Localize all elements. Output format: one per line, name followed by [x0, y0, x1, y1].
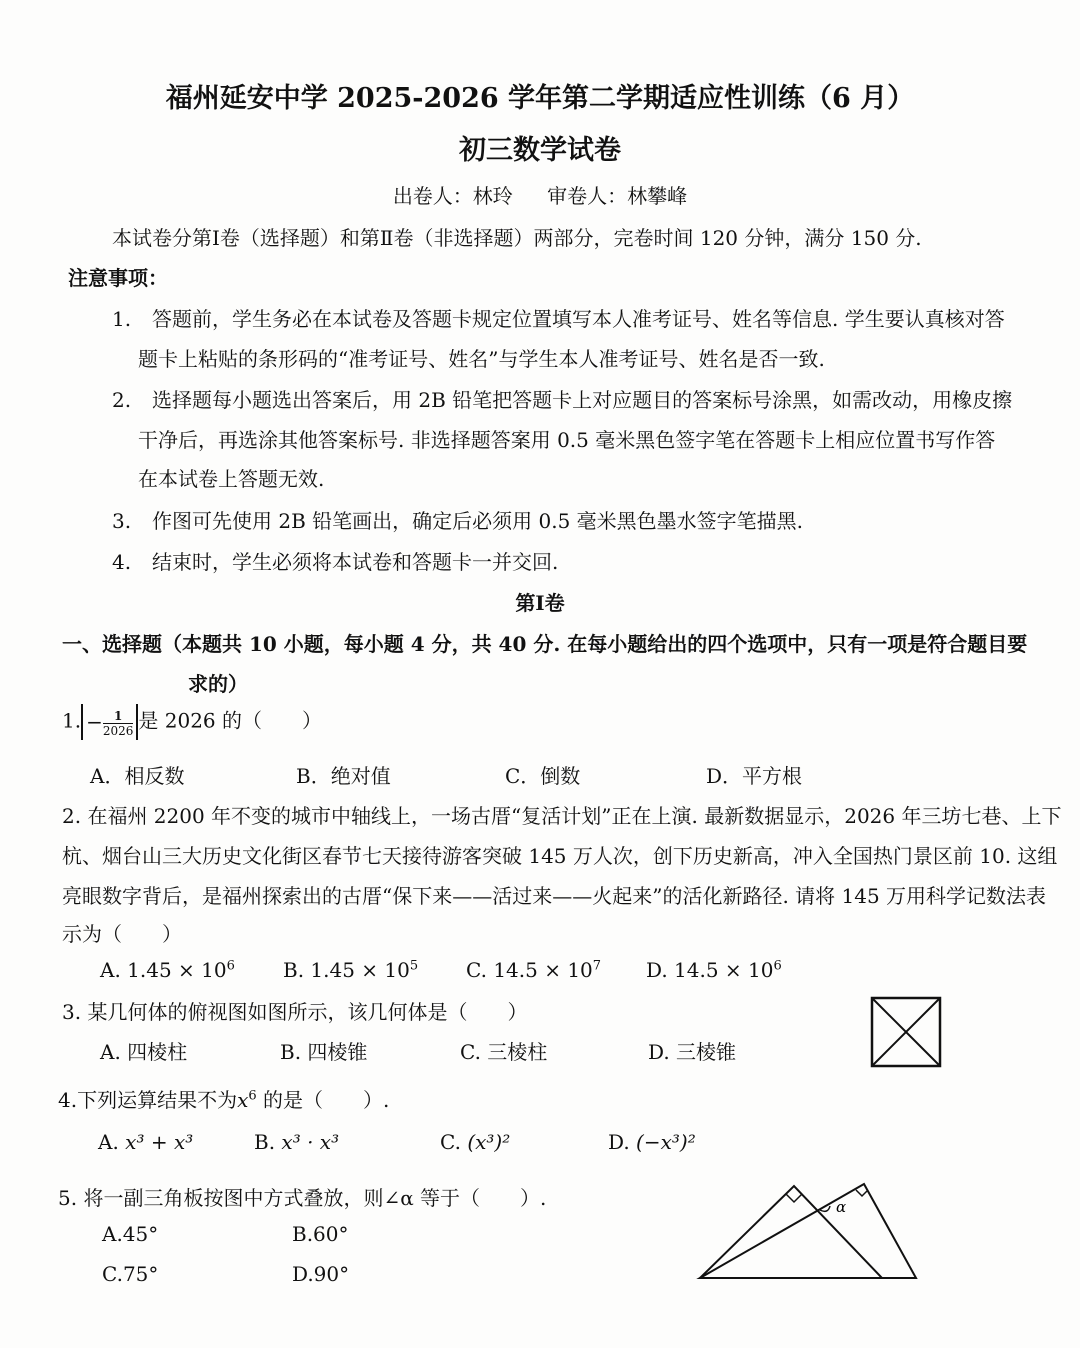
option-exponent: 6 — [226, 958, 235, 974]
option-exponent: 5 — [409, 958, 419, 974]
question-3: 3. 某几何体的俯视图如图所示，该几何体是（ ） — [62, 1000, 528, 1024]
note-line: 题卡上粘贴的条形码的“准考证号、姓名”与学生本人准考证号、姓名是否一致. — [138, 347, 825, 371]
note-2 — [112, 384, 1012, 413]
q1-option-c: C．倒数 — [505, 764, 581, 788]
option-label: C. — [466, 958, 487, 982]
option-label: C. — [440, 1130, 461, 1154]
q4-option-c — [440, 1130, 510, 1154]
notes-heading: 注意事项： — [68, 266, 168, 290]
option-label: D. — [646, 958, 668, 982]
option-expression: x³ · x³ — [281, 1130, 340, 1154]
authors-line — [0, 180, 1080, 209]
q4-option-a — [98, 1130, 193, 1154]
q1-option-b: B．绝对值 — [296, 764, 391, 788]
question-4 — [58, 1084, 389, 1113]
q3-option-a: A. 四棱柱 — [100, 1040, 188, 1064]
question-1 — [62, 704, 322, 740]
section-heading-cont: 求的） — [188, 672, 248, 696]
exam-subtitle: 初三数学试卷 — [459, 135, 621, 166]
note-number: 2. — [112, 388, 132, 412]
q3-option-b: B. 四棱锥 — [280, 1040, 368, 1064]
option-base: 14.5 × 10 — [674, 958, 774, 982]
note-line: 作图可先使用 2B 铅笔画出，确定后必须用 0.5 毫米黑色墨水签字笔描黑. — [152, 509, 804, 533]
right-angle-mark — [856, 1190, 868, 1196]
question-2-line: 亮眼数字背后，是福州探索出的古厝“保下来——活过来——火起来”的活化新路径. 请将 145 万用科学记数法表 — [62, 884, 1047, 908]
question-2-line: 杭、烟台山三大历史文化街区春节七天接待游客突破 145 万人次，创下历史新高，冲入全国热门景区前 10. 这组 — [62, 844, 1058, 868]
option-label: A. — [100, 958, 121, 982]
set-square-large — [700, 1184, 916, 1278]
option-label: D. — [608, 1130, 630, 1154]
question-number: 1. — [62, 708, 82, 733]
q2-option-d — [646, 958, 782, 982]
option-expression: x³ + x³ — [125, 1130, 194, 1154]
note-line: 选择题每小题选出答案后，用 2B 铅笔把答题卡上对应题目的答案标号涂黑，如需改动，用橡皮擦 — [152, 388, 1013, 412]
absolute-value: − $\frac{1}{2026}$ — [81, 704, 138, 740]
note-line: 干净后，再选涂其他答案标号. 非选择题答案用 0.5 毫米黑色签字笔在答题卡上相应位置书写作答 — [138, 428, 996, 452]
exponent: 6 — [248, 1088, 257, 1104]
fraction-denominator: 2026 — [102, 724, 134, 738]
q2-option-b — [283, 958, 418, 982]
variable-x: x — [237, 1088, 249, 1112]
note-number: 3. — [112, 509, 132, 533]
author: 出卷人：林玲 — [392, 184, 513, 208]
right-angle-mark — [786, 1194, 802, 1202]
option-base: 14.5 × 10 — [493, 958, 593, 982]
q2-option-c — [466, 958, 601, 982]
q3-option-c: C. 三棱柱 — [460, 1040, 548, 1064]
exam-title: 福州延安中学 2025-2026 学年第二学期适应性训练（6 月） — [165, 83, 915, 114]
q1-option-a: A．相反数 — [90, 764, 185, 788]
option-base: 1.45 × 10 — [127, 958, 227, 982]
fraction-numerator: 1 — [103, 709, 134, 724]
q4-option-d — [608, 1130, 696, 1154]
q5-option-b: B.60° — [292, 1222, 349, 1246]
question-2-line: 示为（ ） — [62, 922, 182, 946]
question-5: 5. 将一副三角板按图中方式叠放，则∠α 等于（ ）. — [58, 1186, 547, 1210]
option-exponent: 7 — [592, 958, 602, 974]
q5-option-c: C.75° — [102, 1262, 159, 1286]
option-expression: (x³)² — [467, 1130, 511, 1154]
option-expression: (−x³)² — [636, 1130, 696, 1154]
option-label: B. — [254, 1130, 276, 1154]
option-base: 1.45 × 10 — [310, 958, 410, 982]
reviewer: 审卷人：林攀峰 — [547, 184, 688, 208]
triangle-figure — [690, 1176, 930, 1286]
note-number: 4. — [112, 550, 132, 574]
section-heading: 一、选择题（本题共 10 小题，每小题 4 分，共 40 分. 在每小题给出的四个选项中，只有一项是符合题目要 — [62, 632, 1028, 656]
q5-option-a: A.45° — [102, 1222, 159, 1246]
question-2-line: 2. 在福州 2200 年不变的城市中轴线上，一场古厝“复活计划”正在上演. 最新数据显示，2026 年三坊七巷、上下 — [62, 804, 1062, 828]
note-4 — [112, 546, 558, 575]
part-heading: 第Ⅰ卷 — [515, 591, 565, 615]
option-exponent: 6 — [773, 958, 782, 974]
note-3 — [112, 505, 803, 534]
q2-option-a — [100, 958, 235, 982]
q1-option-d: D．平方根 — [706, 764, 803, 788]
top-view-figure — [870, 996, 944, 1070]
q4-option-b — [254, 1130, 339, 1154]
question-stem-end: 的是（ ）. — [263, 1088, 390, 1112]
option-label: A. — [98, 1130, 119, 1154]
q5-option-d: D.90° — [292, 1262, 350, 1286]
question-stem: 4.下列运算结果不为 — [58, 1088, 238, 1112]
fraction — [103, 709, 134, 738]
option-label: B. — [283, 958, 305, 982]
q3-option-d: D. 三棱锥 — [648, 1040, 737, 1064]
note-number: 1. — [112, 307, 132, 331]
angle-alpha-label: α — [836, 1198, 847, 1216]
note-1 — [112, 303, 1005, 332]
question-stem: 是 2026 的（ ） — [138, 708, 323, 733]
note-line: 结束时，学生必须将本试卷和答题卡一并交回. — [152, 550, 559, 574]
note-line: 答题前，学生务必在本试卷及答题卡规定位置填写本人准考证号、姓名等信息. 学生要认真核对答 — [152, 307, 1005, 331]
intro-text: 本试卷分第Ⅰ卷（选择题）和第Ⅱ卷（非选择题）两部分，完卷时间 120 分钟，满分 150 分. — [112, 226, 922, 250]
note-line: 在本试卷上答题无效. — [138, 467, 325, 491]
